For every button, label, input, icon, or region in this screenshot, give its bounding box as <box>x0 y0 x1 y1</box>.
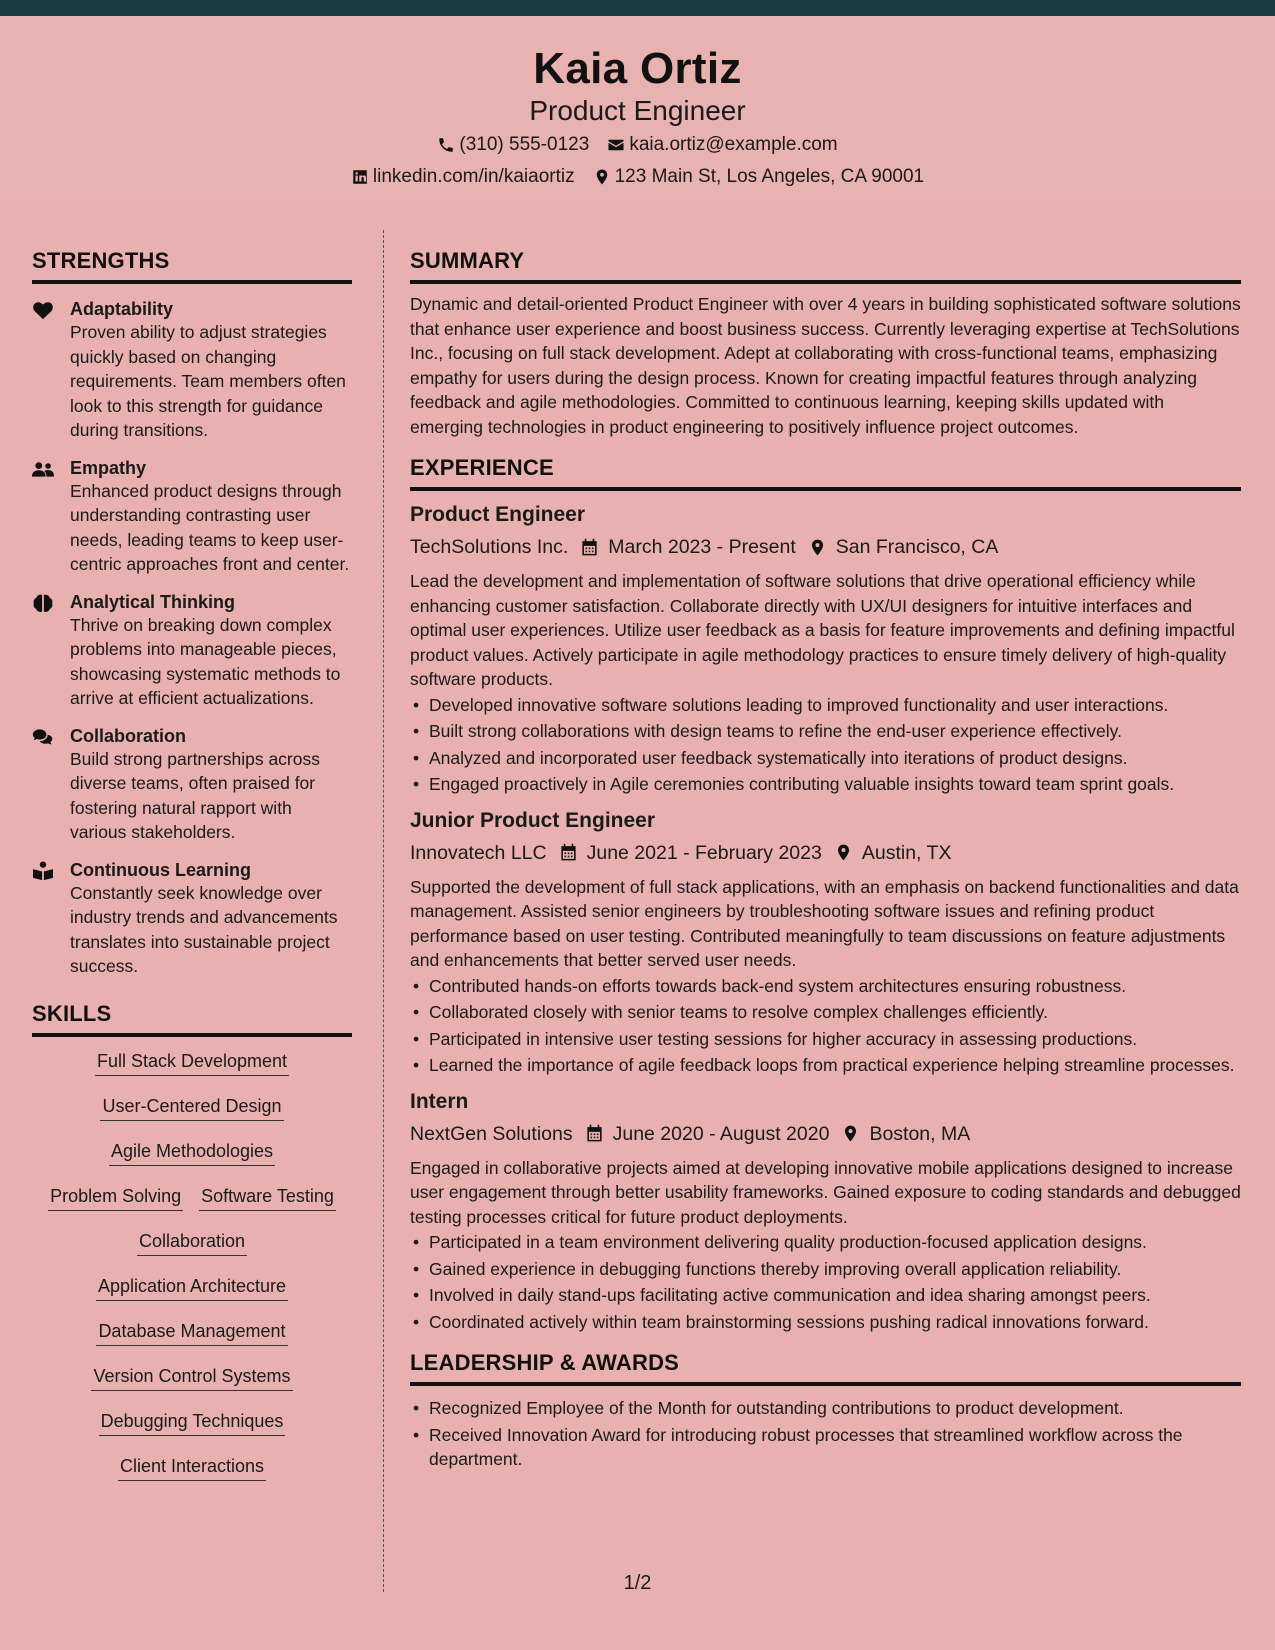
skill-tag: Problem Solving <box>48 1184 183 1211</box>
candidate-role: Product Engineer <box>529 95 746 126</box>
strength-description: Proven ability to adjust strategies quickly based on changing requirements. Team members often look to this strength for guidance during transitions. <box>70 322 346 440</box>
users-icon <box>32 459 54 479</box>
candidate-name: Kaia Ortiz <box>533 44 742 93</box>
job-meta <box>410 533 1241 561</box>
strength-description: Thrive on breaking down complex problems into manageable pieces, showcasing systematic methods to arrive at efficient actualizations. <box>70 614 341 708</box>
map-marker-icon <box>834 843 853 862</box>
job-dates: June 2020 - August 2020 <box>612 1122 830 1145</box>
calendar-icon <box>585 1124 604 1143</box>
phone-icon <box>437 136 455 154</box>
skill-tag: Software Testing <box>199 1184 336 1211</box>
strength-title: Continuous Learning <box>70 859 251 880</box>
job-company: Innovatech LLC <box>410 841 547 864</box>
strength-item <box>32 457 352 577</box>
job-dates: March 2023 - Present <box>608 536 796 558</box>
right-column <box>410 230 1241 1474</box>
strength-description: Constantly seek knowledge over industry trends and advancements translates into sustainable project success. <box>70 882 338 976</box>
strength-item <box>32 591 352 711</box>
bullet-item: • Built strong collaborations with design teams to refine the end-user experience effectively. <box>410 719 1241 744</box>
job-bullets <box>410 1230 1241 1334</box>
skill-tag: Version Control Systems <box>91 1364 292 1391</box>
email-contact[interactable] <box>607 134 837 156</box>
contact-row-2 <box>0 166 1275 188</box>
strength-title: Collaboration <box>70 725 186 746</box>
linkedin-text[interactable]: linkedin.com/in/kaiaortiz <box>372 166 575 187</box>
job-meta <box>410 839 1241 867</box>
bullet-item: • Learned the importance of agile feedback loops from practical experience helping streamline processes. <box>410 1053 1241 1078</box>
job-title: Intern <box>410 1089 469 1113</box>
contact-row-1 <box>0 134 1275 156</box>
bullet-item: • Coordinated actively within team brainstorming sessions pushing radical innovations forward. <box>410 1310 1241 1335</box>
calendar-icon <box>580 538 599 557</box>
summary-heading: SUMMARY <box>410 248 1241 284</box>
book-reader-icon <box>32 861 54 881</box>
job-meta <box>410 1120 1241 1148</box>
map-marker-icon <box>808 538 827 557</box>
bullet-item: • Participated in a team environment delivering quality production-focused application designs. <box>410 1230 1241 1255</box>
job-location: San Francisco, CA <box>835 536 999 558</box>
skill-tag: Full Stack Development <box>95 1049 289 1076</box>
job-bullets <box>410 974 1241 1078</box>
envelope-icon <box>607 136 625 154</box>
skill-tag: User-Centered Design <box>100 1094 283 1121</box>
job-location: Austin, TX <box>861 841 952 864</box>
linkedin-icon <box>351 168 369 186</box>
email-text[interactable]: kaia.ortiz@example.com <box>629 134 838 155</box>
skills-heading: SKILLS <box>32 1001 352 1037</box>
experience-heading: EXPERIENCE <box>410 455 1241 491</box>
job-company: NextGen Solutions <box>410 1122 573 1145</box>
skill-tag: Application Architecture <box>96 1274 288 1301</box>
skill-tag: Collaboration <box>137 1229 247 1256</box>
skill-tag: Database Management <box>96 1319 287 1346</box>
column-divider <box>383 230 384 1592</box>
skill-tag: Client Interactions <box>118 1454 266 1481</box>
resume-header <box>0 16 1275 204</box>
award-item: • Recognized Employee of the Month for outstanding contributions to product development. <box>410 1396 1241 1421</box>
job-entry <box>410 501 1241 797</box>
bullet-item: • Contributed hands-on efforts towards back-end system architectures ensuring robustness. <box>410 974 1241 999</box>
job-title: Product Engineer <box>410 503 586 526</box>
skill-tag: Agile Methodologies <box>109 1139 275 1166</box>
skills-list <box>32 1049 352 1499</box>
comments-icon <box>32 727 54 747</box>
strength-title: Analytical Thinking <box>70 591 236 612</box>
job-title: Junior Product Engineer <box>410 808 656 832</box>
job-dates: June 2021 - February 2023 <box>586 841 822 864</box>
job-location: Boston, MA <box>869 1122 971 1145</box>
bullet-item: • Analyzed and incorporated user feedback systematically into iterations of product designs. <box>410 746 1241 771</box>
address-contact <box>593 166 925 188</box>
bullet-item: • Participated in intensive user testing sessions for higher accuracy in assessing productions. <box>410 1027 1241 1052</box>
job-bullets <box>410 693 1241 797</box>
job-description: Lead the development and implementation of software solutions that drive operational efficiency while enhancing customer satisfaction. Collaborate directly with UX/UI designers for intuitive interfaces and optimal user experiences. Utilize user feedback as a basis for feature improvements and defining impactful product values. Actively participate in agile methodology practices to ensure timely delivery of high-quality software products. <box>410 571 1235 689</box>
strength-description: Build strong partnerships across diverse teams, often praised for fostering natural rapport with various stakeholders. <box>70 748 320 842</box>
strengths-heading: STRENGTHS <box>32 248 352 284</box>
award-item: • Received Innovation Award for introducing robust processes that streamlined workflow across the department. <box>410 1423 1241 1472</box>
address-text: 123 Main St, Los Angeles, CA 90001 <box>614 166 925 187</box>
map-marker-icon <box>841 1124 860 1143</box>
job-entry <box>410 1088 1241 1335</box>
calendar-icon <box>559 843 578 862</box>
strength-item <box>32 859 352 979</box>
strength-item <box>32 298 352 443</box>
brain-icon <box>32 593 54 613</box>
bullet-item: • Engaged proactively in Agile ceremonies contributing valuable insights toward team sprint goals. <box>410 772 1241 797</box>
top-accent-bar <box>0 0 1275 16</box>
phone-contact <box>437 134 589 156</box>
job-company: TechSolutions Inc. <box>410 536 569 558</box>
page-number: 1/2 <box>623 1572 652 1594</box>
awards-heading: LEADERSHIP & AWARDS <box>410 1350 1241 1386</box>
job-entry <box>410 807 1241 1078</box>
heart-icon <box>32 300 54 320</box>
strength-title: Empathy <box>70 457 147 478</box>
skill-tag: Debugging Techniques <box>99 1409 286 1436</box>
strength-description: Enhanced product designs through understanding contrasting user needs, leading teams to keep user-centric approaches front and center. <box>70 480 350 574</box>
bullet-item: • Gained experience in debugging functions thereby improving overall application reliability. <box>410 1257 1241 1282</box>
phone-text: (310) 555-0123 <box>459 134 590 155</box>
awards-list <box>410 1396 1241 1472</box>
left-column <box>32 230 352 1499</box>
job-description: Engaged in collaborative projects aimed at developing innovative mobile applications designed to increase user engagement through better usability frameworks. Gained exposure to coding standards and debugged testing processes critical for future product deployments. <box>410 1157 1241 1227</box>
summary-text: Dynamic and detail-oriented Product Engineer with over 4 years in building sophisticated software solutions that enhance user experience and boost business success. Currently leveraging expertise at TechSolutions Inc., focusing on full stack development. Adept at collaborating with cross-functional teams, emphasizing empathy for users during the design process. Known for creating impactful features through analyzing feedback and agile methodologies. Committed to continuous learning, keeping skills updated with emerging technologies in product engineering to positively influence project outcomes. <box>410 294 1241 437</box>
linkedin-contact[interactable] <box>351 166 575 188</box>
bullet-item: • Developed innovative software solutions leading to improved functionality and user interactions. <box>410 693 1241 718</box>
strength-item <box>32 725 352 845</box>
bullet-item: • Involved in daily stand-ups facilitating active communication and idea sharing amongst peers. <box>410 1283 1241 1308</box>
bullet-item: • Collaborated closely with senior teams to resolve complex challenges efficiently. <box>410 1000 1241 1025</box>
strength-title: Adaptability <box>70 299 174 319</box>
job-description: Supported the development of full stack applications, with an emphasis on backend functionalities and data management. Assisted senior engineers by troubleshooting software issues and refining product performance based on user testing. Contributed meaningfully to team discussions on feature adjustments and enhancements that better served user needs. <box>410 876 1239 970</box>
map-marker-icon <box>593 168 611 186</box>
